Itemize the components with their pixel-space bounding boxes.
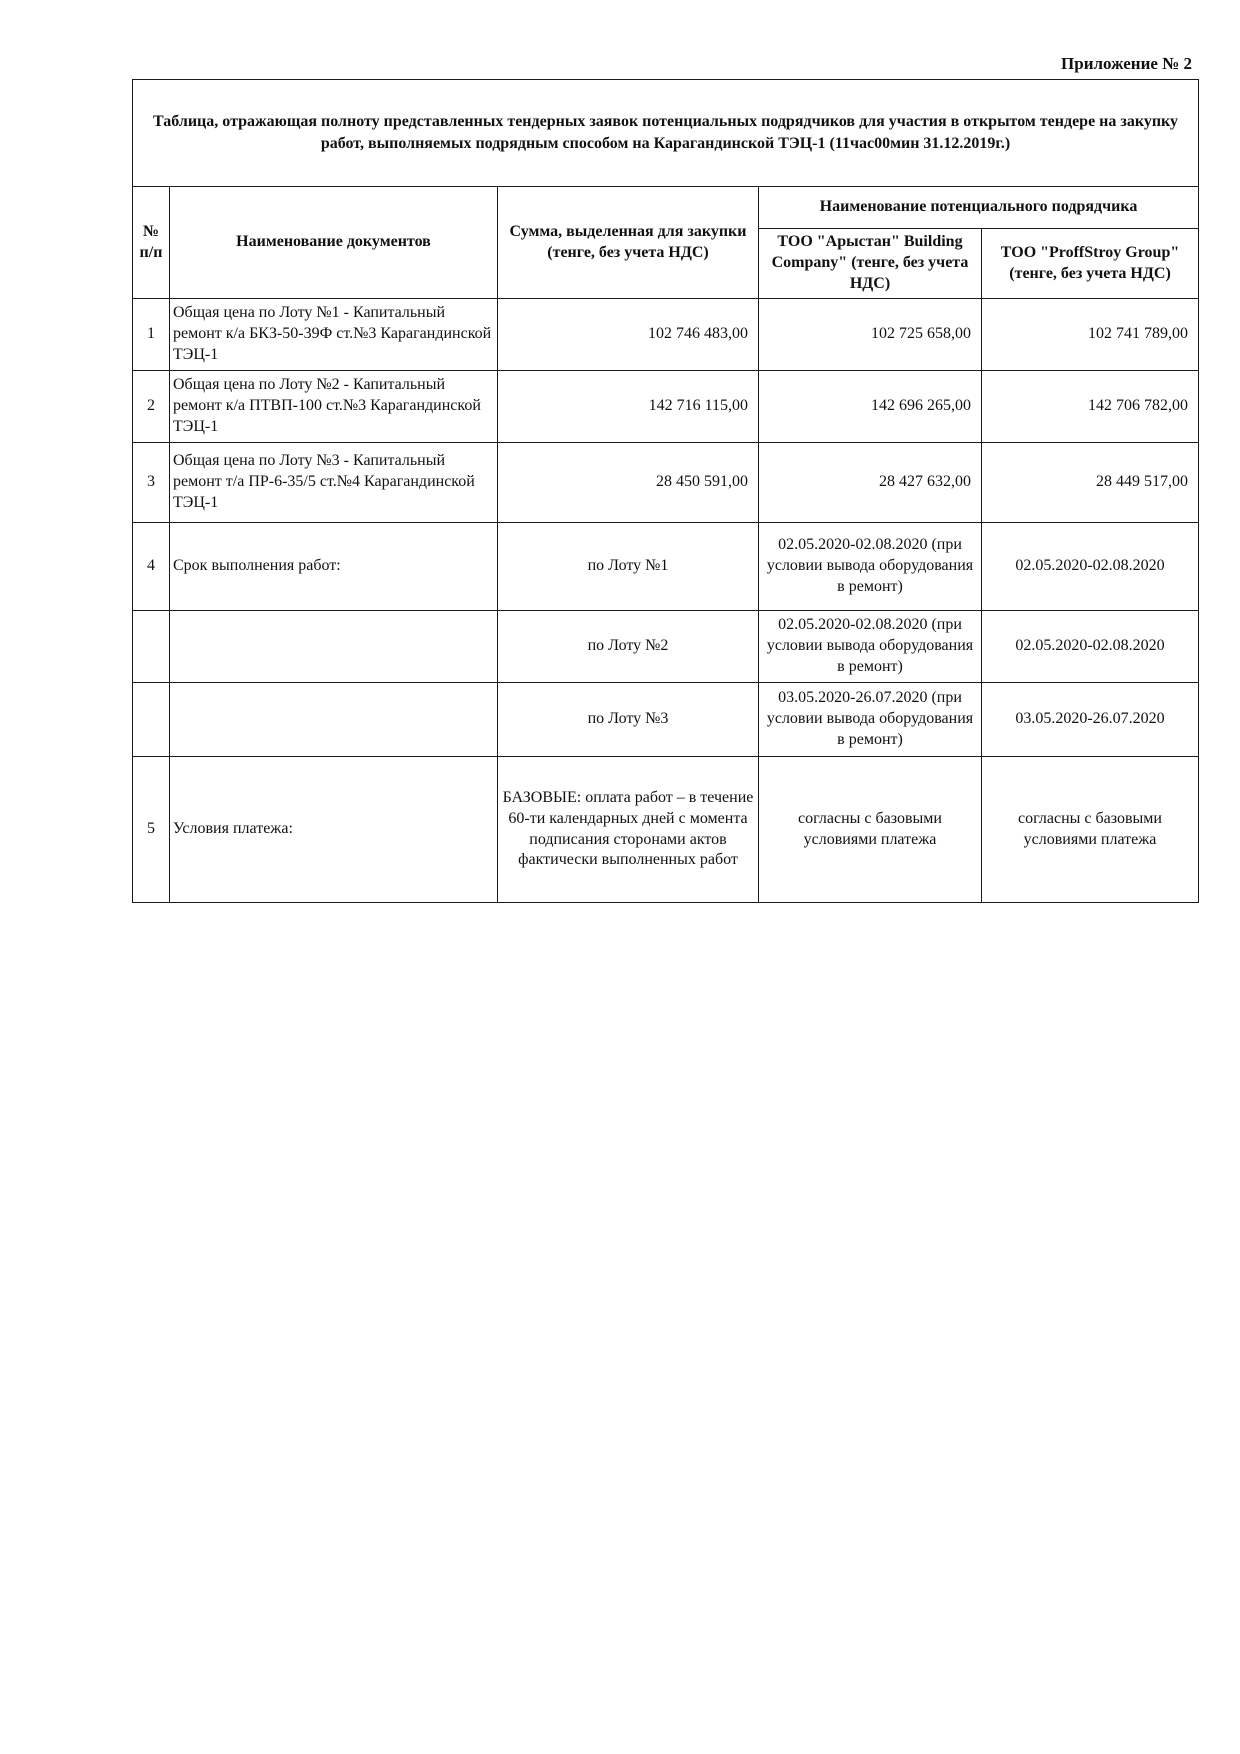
- row-contractor2: 102 741 789,00: [982, 299, 1199, 371]
- table-row: [133, 299, 1199, 371]
- table-row: [133, 523, 1199, 611]
- row-contractor1: 03.05.2020-26.07.2020 (при условии вывода оборудования в ремонт): [759, 683, 982, 757]
- row-document: Общая цена по Лоту №2 - Капитальный ремонт к/а ПТВП-100 ст.№3 Карагандинской ТЭЦ-1: [170, 371, 498, 443]
- row-document: Условия платежа:: [170, 757, 498, 903]
- row-num: 2: [133, 371, 170, 443]
- table-row: [133, 757, 1199, 903]
- header-budget: Сумма, выделенная для закупки (тенге, без учета НДС): [498, 187, 759, 299]
- header-contractors-group: Наименование потенциального подрядчика: [759, 187, 1199, 229]
- row-budget: по Лоту №2: [498, 611, 759, 683]
- row-num: 5: [133, 757, 170, 903]
- row-budget: по Лоту №3: [498, 683, 759, 757]
- table-title: Таблица, отражающая полноту представленных тендерных заявок потенциальных подрядчиков для участия в открытом тендере на закупку работ, выполняемых подрядным способом на Карагандинской ТЭЦ-1 (11час00мин 31.12.2019г.): [133, 80, 1199, 187]
- row-contractor1: согласны с базовыми условиями платежа: [759, 757, 982, 903]
- row-num: [133, 683, 170, 757]
- row-contractor2: согласны с базовыми условиями платежа: [982, 757, 1199, 903]
- row-contractor1: 102 725 658,00: [759, 299, 982, 371]
- row-budget: 142 716 115,00: [498, 371, 759, 443]
- header-contractor2: ТОО "ProffStroy Group" (тенге, без учета НДС): [982, 229, 1199, 299]
- row-document: Срок выполнения работ:: [170, 523, 498, 611]
- row-budget: по Лоту №1: [498, 523, 759, 611]
- table-title-row: [133, 80, 1199, 187]
- header-documents: Наименование документов: [170, 187, 498, 299]
- row-num: 4: [133, 523, 170, 611]
- row-num: 3: [133, 443, 170, 523]
- appendix-label: Приложение № 2: [1061, 54, 1192, 73]
- row-contractor2: 02.05.2020-02.08.2020: [982, 611, 1199, 683]
- row-num: [133, 611, 170, 683]
- row-contractor2: 28 449 517,00: [982, 443, 1199, 523]
- row-contractor2: 142 706 782,00: [982, 371, 1199, 443]
- table-row: [133, 683, 1199, 757]
- header-num: № п/п: [133, 187, 170, 299]
- row-budget: 28 450 591,00: [498, 443, 759, 523]
- table-row: [133, 443, 1199, 523]
- row-num: 1: [133, 299, 170, 371]
- row-contractor2: 02.05.2020-02.08.2020: [982, 523, 1199, 611]
- row-budget: БАЗОВЫЕ: оплата работ – в течение 60-ти календарных дней с момента подписания сторонами актов фактически выполненных работ: [498, 757, 759, 903]
- row-contractor1: 02.05.2020-02.08.2020 (при условии вывода оборудования в ремонт): [759, 523, 982, 611]
- row-document: Общая цена по Лоту №1 - Капитальный ремонт к/а БКЗ-50-39Ф ст.№3 Карагандинской ТЭЦ-1: [170, 299, 498, 371]
- row-budget: 102 746 483,00: [498, 299, 759, 371]
- header-contractor1: ТОО "Арыстан" Building Company" (тенге, без учета НДС): [759, 229, 982, 299]
- row-contractor1: 28 427 632,00: [759, 443, 982, 523]
- header-row: [133, 187, 1199, 229]
- table-row: [133, 371, 1199, 443]
- row-contractor1: 142 696 265,00: [759, 371, 982, 443]
- tender-table: [132, 79, 1199, 903]
- row-document: [170, 683, 498, 757]
- row-document: Общая цена по Лоту №3 - Капитальный ремонт т/а ПР-6-35/5 ст.№4 Карагандинской ТЭЦ-1: [170, 443, 498, 523]
- row-document: [170, 611, 498, 683]
- row-contractor1: 02.05.2020-02.08.2020 (при условии вывода оборудования в ремонт): [759, 611, 982, 683]
- row-contractor2: 03.05.2020-26.07.2020: [982, 683, 1199, 757]
- table-row: [133, 611, 1199, 683]
